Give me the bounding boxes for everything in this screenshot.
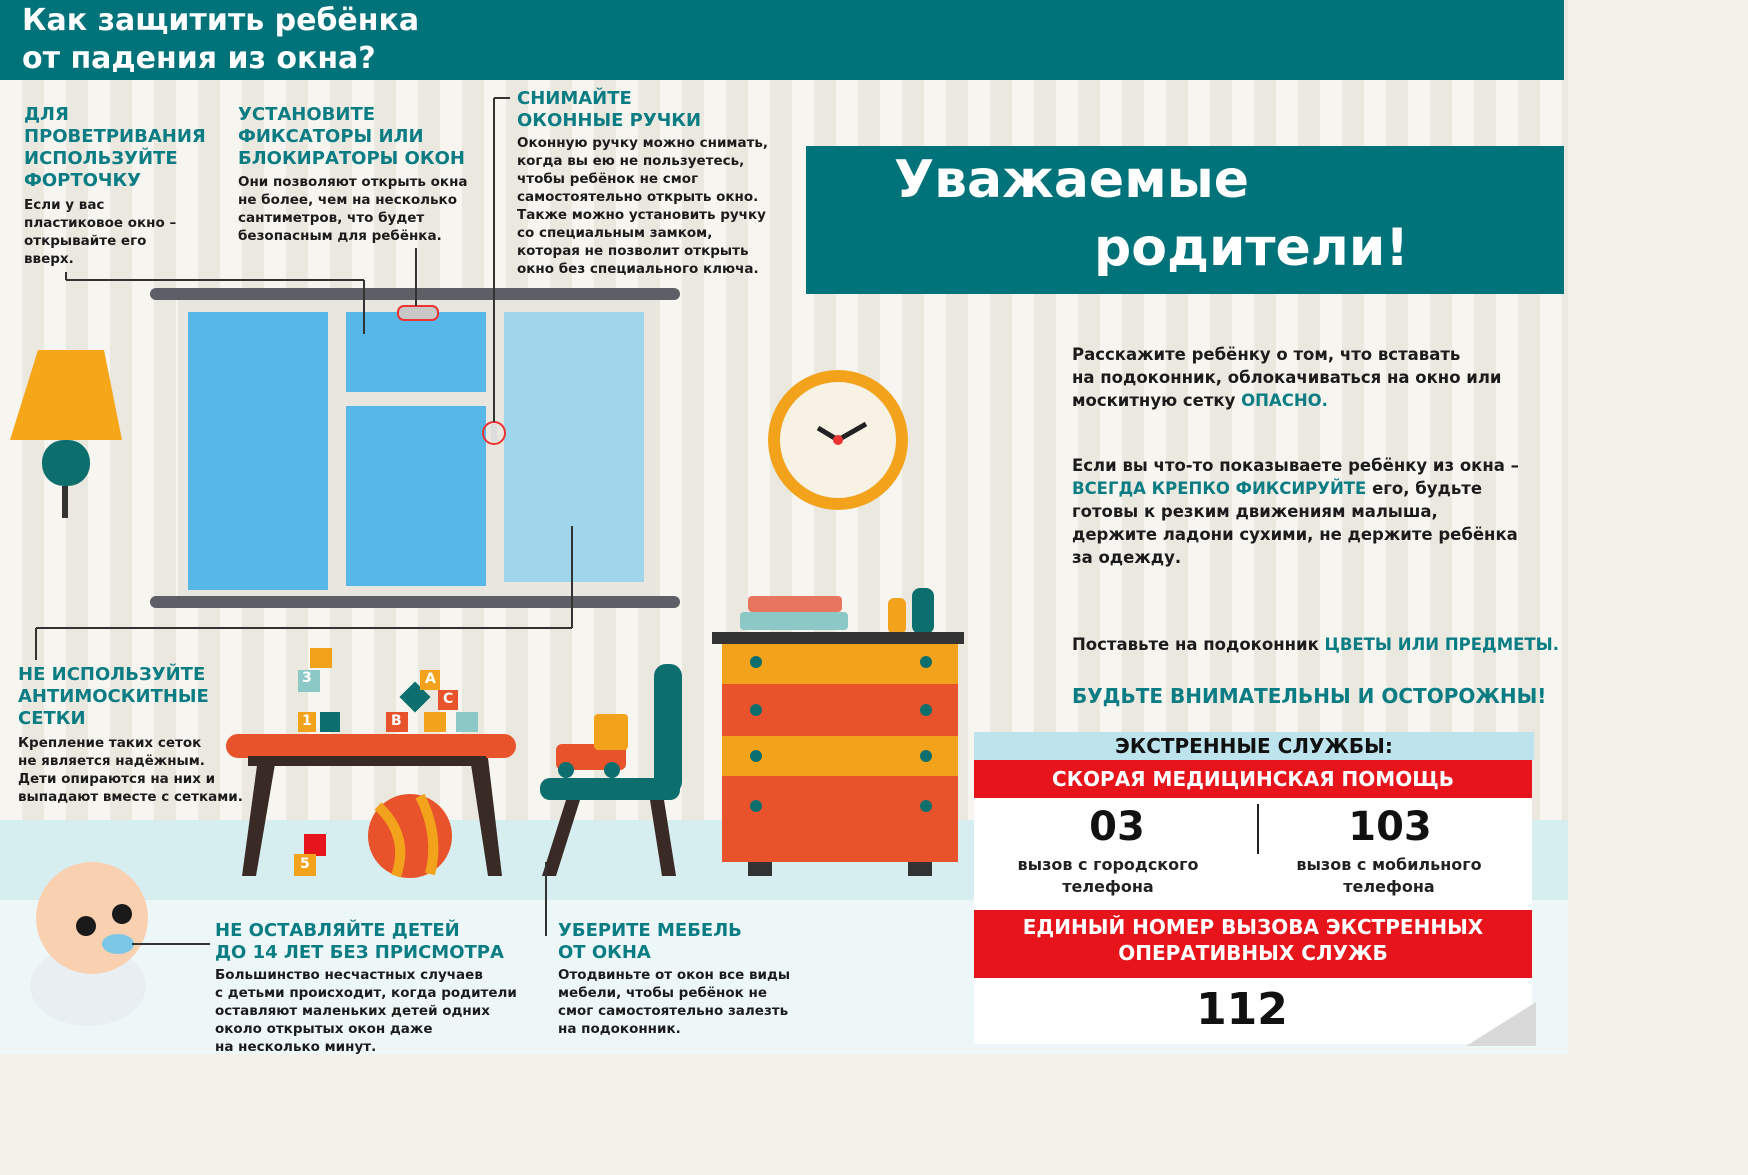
label-line: ОПЕРАТИВНЫХ СЛУЖБ — [1118, 941, 1388, 965]
emergency-heading: ЭКСТРЕННЫЕ СЛУЖБЫ: — [1115, 734, 1393, 758]
page-curl-icon — [1466, 1002, 1536, 1046]
text-line: готовы к резким движениям малыша, — [1072, 502, 1438, 521]
advice-paragraph-2 — [1072, 454, 1519, 569]
advice-warning: БУДЬТЕ ВНИМАТЕЛЬНЫ И ОСТОРОЖНЫ! — [1072, 684, 1547, 708]
label-line: ЕДИНЫЙ НОМЕР ВЫЗОВА ЭКСТРЕННЫХ — [1022, 915, 1484, 939]
city-number: 03 — [1089, 804, 1145, 850]
text-line: с детьми происходит, когда родители — [215, 985, 517, 1001]
text-line: Крепление таких сеток — [18, 735, 202, 751]
mobile-number-label — [1280, 854, 1498, 898]
tip-mebel-heading — [558, 920, 742, 964]
advice-paragraph-1 — [1072, 343, 1501, 412]
unified-number: 112 — [1196, 984, 1288, 1035]
text-line: на подоконник. — [558, 1021, 681, 1037]
accent-text: ЦВЕТЫ ИЛИ ПРЕДМЕТЫ. — [1324, 635, 1560, 654]
title-line: от падения из окна? — [22, 41, 376, 76]
heading-line: АНТИМОСКИТНЫЕ — [18, 686, 209, 707]
tip-deti-text — [215, 966, 517, 1056]
tip-fortochka-text — [24, 196, 176, 268]
ball-illustration — [368, 794, 452, 878]
heading-line: ДЛЯ — [24, 104, 69, 125]
accent-text: ВСЕГДА КРЕПКО ФИКСИРУЙТЕ — [1072, 479, 1367, 498]
text-line: Также можно установить ручку — [517, 207, 766, 223]
text-line: мебели, чтобы ребёнок не — [558, 985, 767, 1001]
chair-illustration — [540, 664, 682, 876]
heading-line: УСТАНОВИТЕ — [238, 104, 376, 125]
text-line: самостоятельно открыть окно. — [517, 189, 759, 205]
toy-block-label: 3 — [302, 670, 312, 686]
tip-fiksatory-text — [238, 173, 468, 245]
ambulance-label: СКОРАЯ МЕДИЦИНСКАЯ ПОМОЩЬ — [1052, 767, 1454, 791]
text-line: Большинство несчастных случаев — [215, 967, 483, 983]
text-line: держите ладони сухими, не держите ребёнка — [1072, 525, 1518, 544]
greeting-line: родители! — [1094, 218, 1410, 278]
accent-text: ОПАСНО. — [1241, 391, 1328, 410]
unified-label — [974, 914, 1532, 966]
text-line: когда вы ею не пользуетесь, — [517, 153, 745, 169]
text-line: открывайте его — [24, 233, 147, 249]
text-line: Они позволяют открыть окна — [238, 174, 468, 190]
text-line: которая не позволит открыть — [517, 243, 749, 259]
text-line: за одежду. — [1072, 548, 1182, 567]
toy-block-label: 1 — [302, 713, 312, 729]
mobile-number: 103 — [1348, 804, 1432, 850]
text-line: Расскажите ребёнку о том, что вставать — [1072, 345, 1461, 364]
greeting-line: Уважаемые — [894, 150, 1249, 210]
text-line: Дети опираются на них и — [18, 771, 216, 787]
text-line: смог самостоятельно залезть — [558, 1003, 789, 1019]
numbers-divider — [1257, 804, 1259, 854]
advice-paragraph-3 — [1072, 633, 1559, 656]
text-line: пластиковое окно – — [24, 215, 177, 231]
text-span: москитную сетку — [1072, 391, 1242, 410]
text-line: на несколько минут. — [215, 1039, 377, 1055]
heading-line: УБЕРИТЕ МЕБЕЛЬ — [558, 920, 742, 941]
text-line: выпадают вместе с сетками. — [18, 789, 243, 805]
heading-line: ФОРТОЧКУ — [24, 170, 142, 191]
toy-block-label: 5 — [300, 856, 310, 872]
text-line: Отодвиньте от окон все виды — [558, 967, 791, 983]
tip-setki-heading — [18, 664, 209, 730]
heading-line: ОТ ОКНА — [558, 942, 651, 963]
text-line: оставляют маленьких детей одних — [215, 1003, 490, 1019]
text-line: Оконную ручку можно снимать, — [517, 135, 769, 151]
text-line: чтобы ребёнок не смог — [517, 171, 699, 187]
title-line: Как защитить ребёнка — [22, 3, 420, 38]
text-line: безопасным для ребёнка. — [238, 228, 442, 244]
toy-block-label: C — [443, 691, 454, 707]
tip-fortochka-heading — [24, 104, 206, 192]
label-line: вызов с мобильного — [1296, 855, 1482, 874]
text-line: не является надёжным. — [18, 753, 205, 769]
text-line: Если у вас — [24, 197, 105, 213]
text-line — [1072, 389, 1501, 412]
window-illustration — [150, 288, 680, 608]
tip-ruchki-text — [517, 134, 768, 278]
tip-ruchki-heading — [517, 88, 701, 132]
tip-deti-heading — [215, 920, 504, 964]
heading-line: БЛОКИРАТОРЫ ОКОН — [238, 148, 465, 169]
label-line: телефона — [1062, 877, 1154, 896]
heading-line: СНИМАЙТЕ — [517, 88, 632, 109]
heading-line: НЕ ИСПОЛЬЗУЙТЕ — [18, 664, 206, 685]
toy-block-label: B — [391, 713, 402, 729]
label-line: вызов с городского — [1017, 855, 1199, 874]
label-line: телефона — [1343, 877, 1435, 896]
text-line: около открытых окон даже — [215, 1021, 433, 1037]
text-line: окно без специального ключа. — [517, 261, 759, 277]
dresser-illustration — [712, 588, 964, 876]
text-span: его, будьте — [1366, 479, 1483, 498]
text-line — [1072, 477, 1519, 500]
baby-illustration — [30, 862, 148, 1026]
tip-mebel-text — [558, 966, 790, 1038]
text-line: со специальным замком, — [517, 225, 713, 241]
tip-setki-text — [18, 734, 243, 806]
text-line: на подоконник, облокачиваться на окно или — [1072, 368, 1502, 387]
tip-fiksatory-heading — [238, 104, 465, 170]
heading-line: ДО 14 ЛЕТ БЕЗ ПРИСМОТРА — [215, 942, 504, 963]
clock-illustration — [768, 370, 908, 510]
heading-line: СЕТКИ — [18, 708, 86, 729]
heading-line: ИСПОЛЬЗУЙТЕ — [24, 148, 178, 169]
heading-line: НЕ ОСТАВЛЯЙТЕ ДЕТЕЙ — [215, 920, 460, 941]
heading-line: ФИКСАТОРЫ ИЛИ — [238, 126, 424, 147]
heading-line: ОКОННЫЕ РУЧКИ — [517, 110, 702, 131]
text-line: не более, чем на несколько — [238, 192, 457, 208]
heading-line: ПРОВЕТРИВАНИЯ — [24, 126, 206, 147]
text-line: сантиметров, что будет — [238, 210, 425, 226]
text-line: Если вы что-то показываете ребёнку из окна – — [1072, 456, 1519, 475]
lamp-illustration — [10, 350, 122, 518]
toy-block-label: A — [425, 671, 436, 687]
city-number-label — [1000, 854, 1216, 898]
text-line: вверх. — [24, 251, 74, 267]
text-span: Поставьте на подоконник — [1072, 635, 1325, 654]
